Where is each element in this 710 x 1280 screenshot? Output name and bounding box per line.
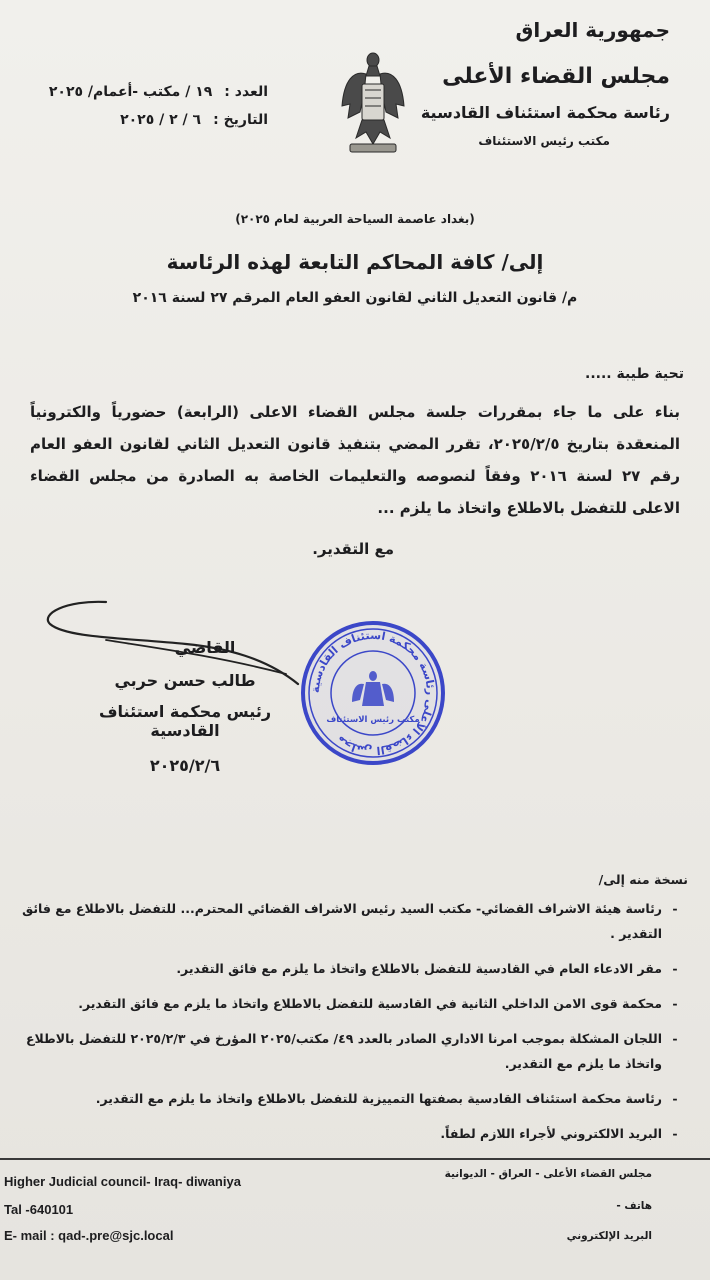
cc-item: - رئاسة هيئة الاشراف القضائي- مكتب السيد رئيس الاشراف القضائي المحترم... للتفضل بالاطلاع مع فائق التقدير . — [8, 896, 688, 946]
bullet-dash-icon: - — [672, 1126, 678, 1141]
eagle-emblem-icon — [336, 46, 410, 158]
number-label: العدد : — [224, 84, 268, 100]
footer-ar-phone: هاتف - — [616, 1200, 652, 1212]
cc-heading: نسخة منه إلى/ — [598, 872, 688, 887]
letterhead-right — [421, 18, 670, 148]
footer-ar-name: مجلس القضاء الأعلى - العراق - الديوانية — [444, 1168, 652, 1180]
body-paragraph: بناء على ما جاء بمقررات جلسة مجلس القضاء الاعلى (الرابعة) حضورياً والكترونياً المنعقدة بتاريخ ٢٠٢٥/٢/٥، تقرر المضي بتنفيذ قانون التعديل الثاني لقانون العفو العام رقم ٢٧ لسنة ٢٠١٦ وفقاً لنصوصه والتعليمات الخاصة به الصادرة من مجلس القضاء الاعلى للتفضل بالاطلاع واتخاذ ما يلزم ... — [30, 403, 680, 517]
republic-title: جمهورية العراق — [515, 18, 670, 42]
stamp-ring-text: مجلس القضاء الأعلى رئاسة محكمة استئناف القادسية — [308, 628, 438, 758]
council-title: مجلس القضاء الأعلى — [442, 64, 670, 89]
cc-item: - اللجان المشكلة بموجب امرنا الاداري الصادر بالعدد ٤٩/ مكتب/٢٠٢٥ المؤرخ في ٢٠٢٥/٢/٣ للتفضل بالاطلاع واتخاذ ما يلزم مع التقدير. — [8, 1026, 688, 1076]
closing: مع التقدير. — [312, 540, 394, 558]
footer-en-name: Higher Judicial council- Iraq- diwaniya — [4, 1174, 241, 1189]
cc-item: - البريد الالكتروني لأجراء اللازم لطفاً. — [8, 1121, 688, 1146]
official-stamp — [298, 618, 448, 768]
signature-block — [70, 638, 300, 775]
greeting: تحية طيبة ..... — [585, 366, 684, 382]
cc-item: - محكمة قوى الامن الداخلي الثانية في القادسية للتفضل بالاطلاع واتخاذ ما يلزم مع فائق التقدير. — [8, 991, 688, 1016]
letter-reference — [18, 84, 268, 140]
judge-title: القاضي — [174, 638, 236, 657]
date-label: التاريخ : — [213, 112, 268, 128]
signature-date: ٢٠٢٥/٢/٦ — [149, 756, 221, 775]
footer-divider — [0, 1158, 710, 1160]
cc-list — [8, 896, 688, 1156]
bullet-dash-icon: - — [672, 1031, 678, 1046]
office-title: مكتب رئيس الاستئناف — [478, 134, 610, 148]
stamp-center-text: مكتب رئيس الاستئناف — [326, 715, 420, 725]
bullet-dash-icon: - — [672, 901, 678, 916]
footer-ar-email: البريد الإلكتروني — [566, 1230, 652, 1242]
subject-line: م/ قانون التعديل الثاني لقانون العفو العام المرقم ٢٧ لسنة ٢٠١٦ — [132, 290, 578, 306]
bullet-dash-icon: - — [672, 961, 678, 976]
footer-en-tel: Tal -640101 — [4, 1202, 74, 1217]
recipient-line: إلى/ كافة المحاكم التابعة لهذه الرئاسة — [166, 250, 544, 274]
bullet-dash-icon: - — [672, 996, 678, 1011]
judge-name: طالب حسن حربي — [114, 671, 256, 690]
cc-item: - مقر الادعاء العام في القادسية للتفضل بالاطلاع واتخاذ ما يلزم مع فائق التقدير. — [8, 956, 688, 981]
number-value: ١٩ / مكتب -أعمام/ ٢٠٢٥ — [48, 84, 213, 100]
cc-item: - رئاسة محكمة استئناف القادسية بصفتها التمييزية للتفضل بالاطلاع واتخاذ ما يلزم مع التقدير. — [8, 1086, 688, 1111]
footer-en-email: E- mail : qad-.pre@sjc.local — [4, 1228, 174, 1243]
presidency-title: رئاسة محكمة استئناف القادسية — [420, 103, 670, 122]
judge-position: رئيس محكمة استئناف القادسية — [98, 702, 272, 740]
slogan: (بغداد عاصمة السياحة العربية لعام ٢٠٢٥) — [235, 212, 475, 226]
date-value: ٦ / ٢ / ٢٠٢٥ — [120, 112, 202, 128]
bullet-dash-icon: - — [672, 1091, 678, 1106]
